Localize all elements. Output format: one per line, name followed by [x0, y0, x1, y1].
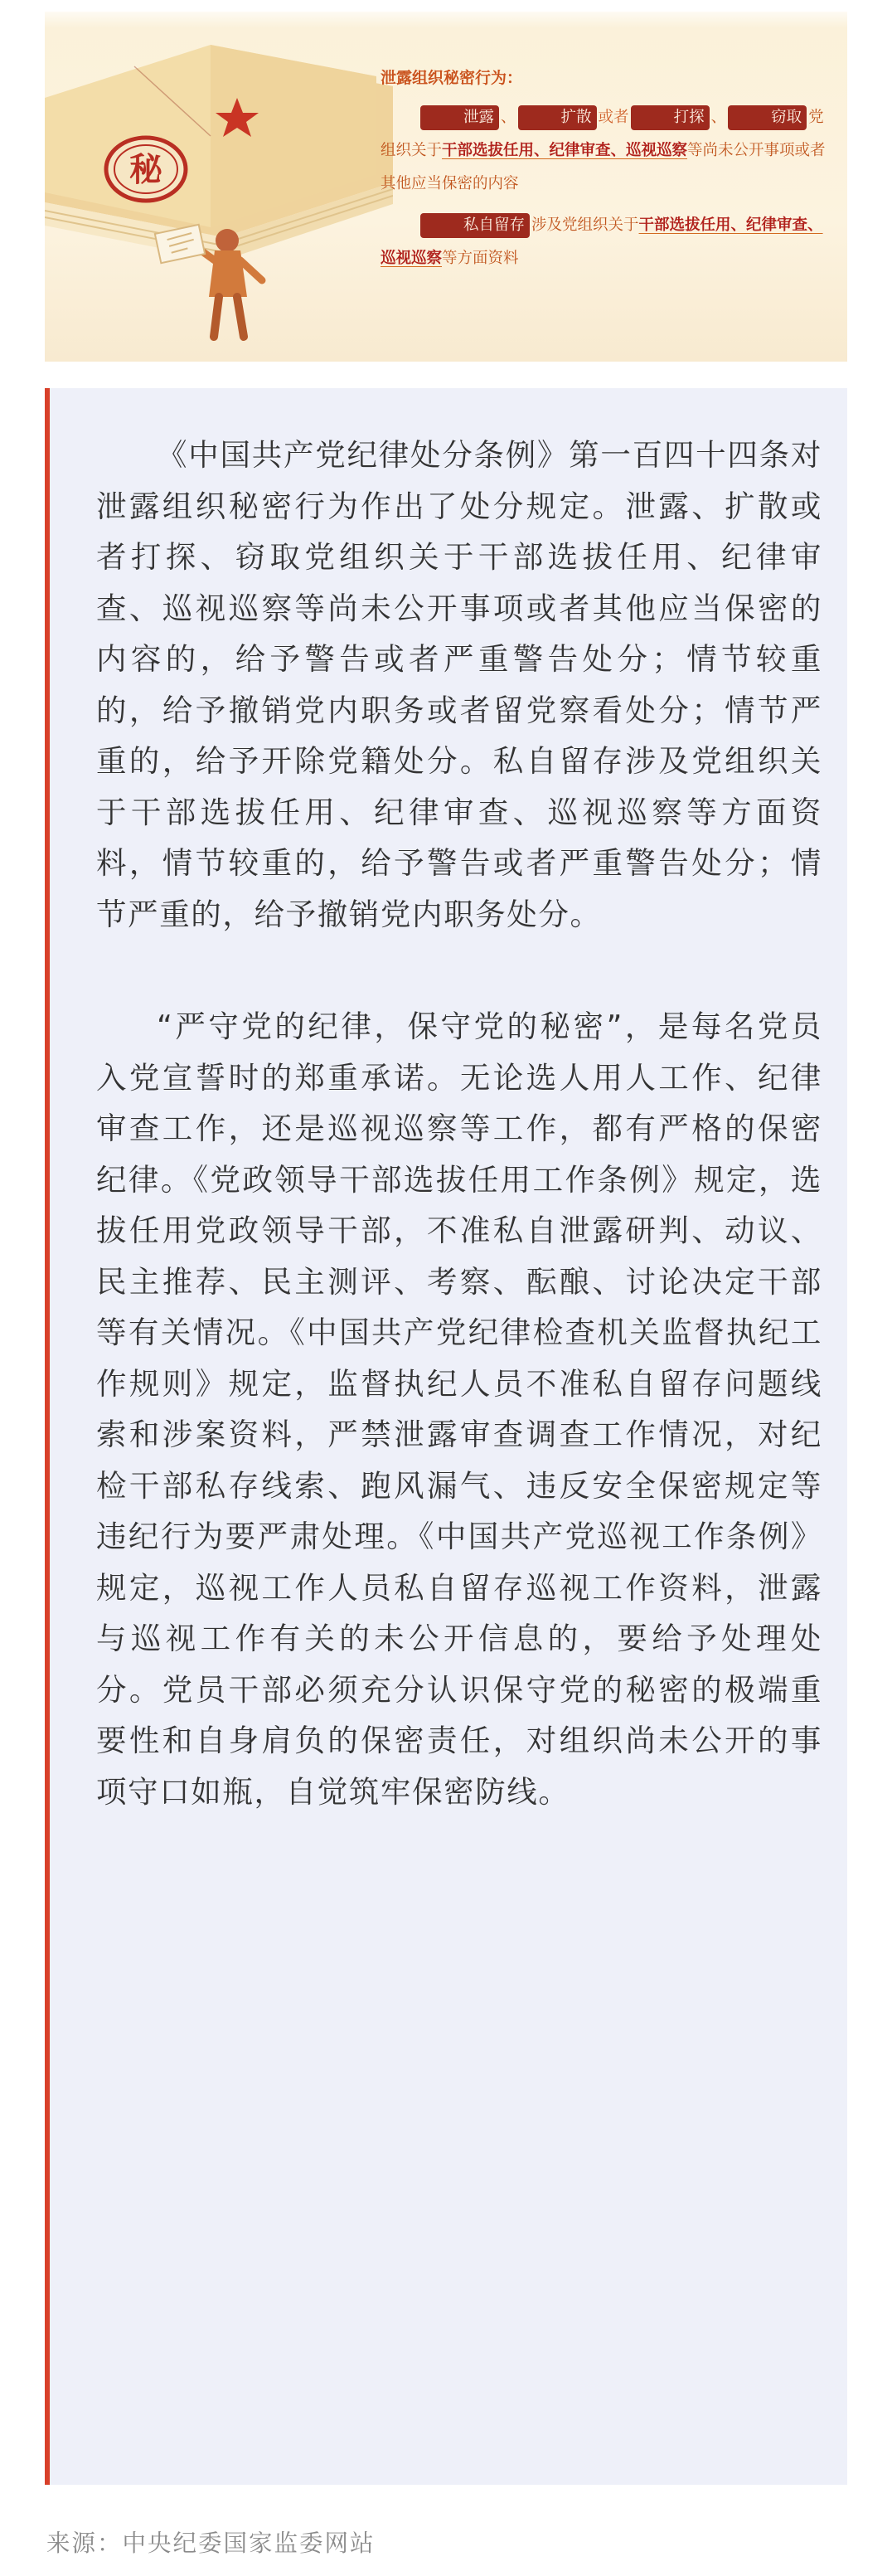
banner-text-span: 等方面资料 [442, 250, 519, 267]
tag-spread: 扩散 [518, 105, 597, 130]
banner-title: 泄露组织秘密行为： [381, 69, 523, 87]
banner-text-span: 党组织关于 [381, 109, 824, 159]
accent-bar [45, 388, 50, 2485]
banner-text-span: 涉及党组织关于 [531, 216, 639, 234]
seal-stamp-icon [106, 138, 186, 201]
article-card [45, 388, 847, 2485]
article-paragraph-2: “严守党的纪律，保守党的秘密”，是每名党员入党宣誓时的郑重承诺。无论选人用人工作、纪律审查工作，还是巡视巡察等工作，都有严格的保密纪律。《党政领导干部选拔任用工作条例》规定，选拔任用党政领导干部，不准私自泄露研判、动议、民主推荐、民主测评、考察、酝酿、讨论决定干部等有关情况。《中国共产党纪律检查机关监督执纪工作规则》规定，监督执纪人员不准私自留存问题线索和涉案资料，严禁泄露审查调查工作情况，对纪检干部私存线索、跑风漏气、违反安全保密规定等违纪行为要严肃处理。《中国共产党巡视工作条例》规定，巡视工作人员私自留存巡视工作资料，泄露与巡视工作有关的未公开信息的，要给予处理处分。党员干部必须充分认识保守党的秘密的极端重要性和自身肩负的保密责任，对组织尚未公开的事项守口如瓶，自觉筑牢保密防线。 [96, 1009, 822, 1810]
banner-highlight-span: 干部选拔任用、纪律审查、巡视巡察 [442, 142, 688, 159]
secret-leak-infographic [45, 12, 847, 362]
seal-text: 秘 [129, 150, 162, 189]
banner-paragraph-2 [381, 209, 835, 275]
separator-or: 或者 [598, 109, 629, 126]
tag-steal: 窃取 [728, 105, 807, 130]
banner-highlight-span: 干部选拔任用、纪律审查、巡视巡察 [381, 216, 823, 267]
banner-paragraph-1 [381, 101, 835, 201]
source-credit: 来源：中央纪委国家监委网站 [46, 2530, 376, 2557]
tag-leak: 泄露 [420, 105, 499, 130]
separator: 、 [710, 109, 727, 126]
article-body [96, 430, 822, 1817]
tag-inquire: 打探 [631, 105, 710, 130]
banner-text [381, 61, 835, 275]
tag-retain: 私自留存 [420, 213, 530, 238]
folder-illustration [45, 12, 393, 362]
separator: 、 [501, 109, 516, 126]
article-paragraph-1: 《中国共产党纪律处分条例》第一百四十四条对泄露组织秘密行为作出了处分规定。泄露、扩散或者打探、窃取党组织关于干部选拔任用、纪律审查、巡视巡察等尚未公开事项或者其他应当保密的内容的，给予警告或者严重警告处分；情节较重的，给予撤销党内职务或者留党察看处分；情节严重的，给予开除党籍处分。私自留存涉及党组织关于干部选拔任用、纪律审查、巡视巡察等方面资料，情节较重的，给予警告或者严重警告处分；情节严重的，给予撤销党内职务处分。 [96, 437, 822, 932]
banner-text-span: 等尚未公开事项或者其他应当保密的内容 [381, 142, 826, 192]
